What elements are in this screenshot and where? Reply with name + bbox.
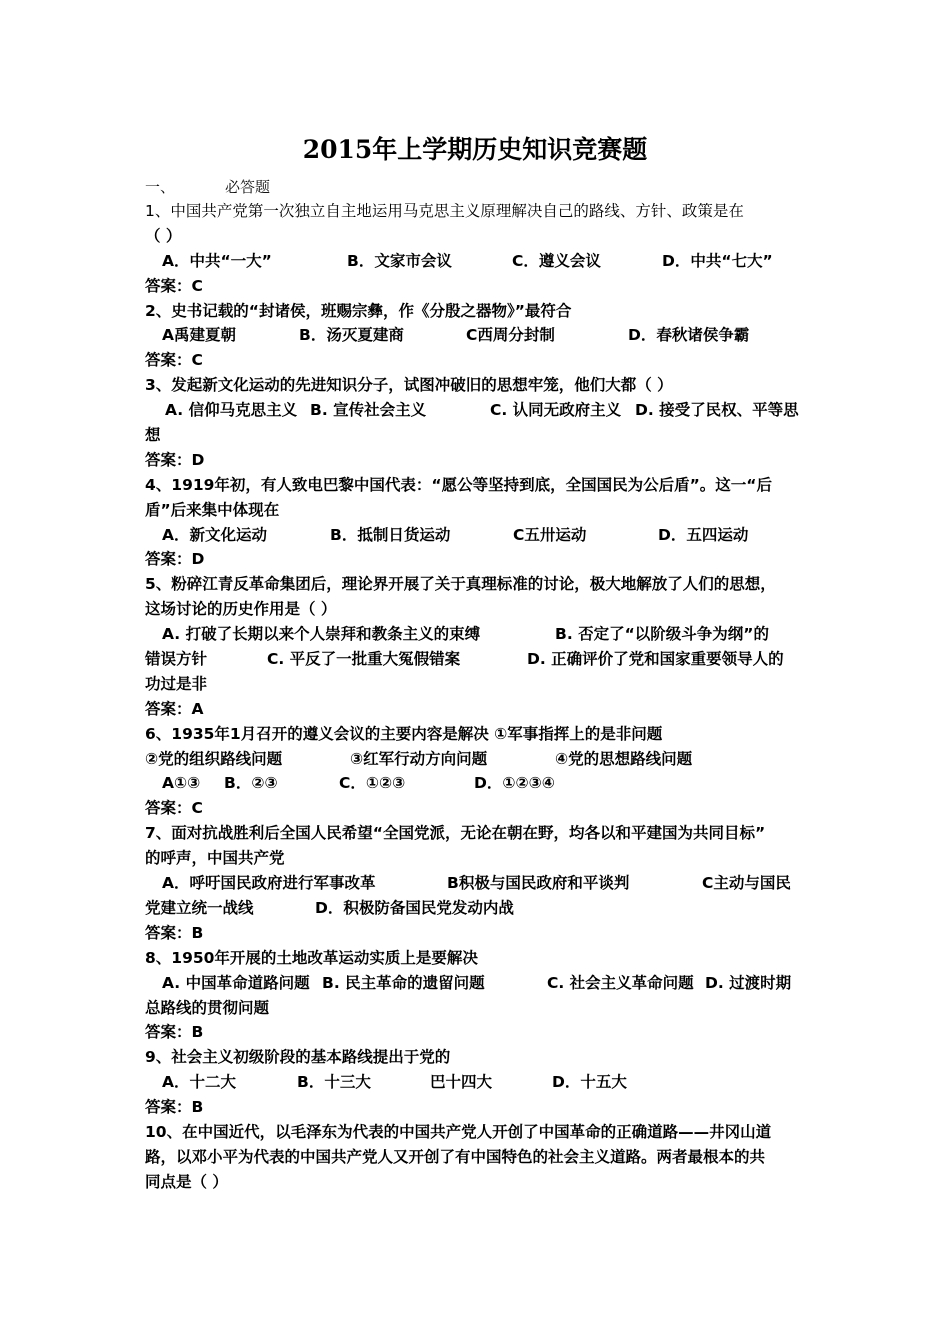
page-title: 2015年上学期历史知识竞赛题 [302, 135, 648, 164]
section-heading [145, 176, 270, 198]
answer-line: 答案：B [145, 1098, 204, 1117]
option-text: C西周分封制 [466, 326, 555, 345]
option-text: A．呼吁国民政府进行军事改革 [162, 874, 376, 893]
text-line: 盾”后来集中体现在 [145, 500, 280, 519]
option-text: ③红军行动方向问题 [350, 749, 488, 768]
answer-line: 答案：C [145, 351, 203, 370]
option-text: B．汤灭夏建商 [299, 326, 404, 345]
option-text: D．中共“七大” [662, 251, 773, 270]
option-line [145, 771, 810, 796]
option-text: C．遵义会议 [512, 251, 601, 270]
section-number: 一、 [145, 178, 176, 196]
option-line [145, 249, 810, 274]
answer-line: 答案：B [145, 1023, 204, 1042]
option-line [145, 323, 810, 348]
option-text: A①③ [162, 774, 201, 793]
option-line [145, 896, 810, 921]
option-text: C. 平反了一批重大冤假错案 [267, 650, 461, 669]
option-text: A．十二大 [162, 1073, 236, 1092]
option-text: C. 社会主义革命问题 [547, 973, 694, 992]
option-line [145, 622, 810, 647]
option-text: D．十五大 [552, 1073, 627, 1092]
answer-line: 答案：A [145, 699, 204, 718]
text-line: 3、发起新文化运动的先进知识分子，试图冲破旧的思想牢笼，他们大都（ ） [145, 376, 673, 395]
text-line: 4、1919年初，有人致电巴黎中国代表：“愿公等坚持到底，全国国民为公后盾”。这一“后 [145, 475, 772, 494]
answer-line: 答案：D [145, 450, 205, 469]
text-line: 这场讨论的历史作用是（ ） [145, 600, 337, 619]
option-text: D. 接受了民权、平等思 [635, 401, 799, 420]
option-line [145, 523, 810, 548]
option-text: C五卅运动 [513, 525, 587, 544]
text-line: 5、粉碎江青反革命集团后，理论界开展了关于真理标准的讨论，极大地解放了人们的思想， [145, 575, 776, 594]
text-line: 同点是（ ） [145, 1172, 228, 1191]
text-line: 7、面对抗战胜利后全国人民希望“全国党派，无论在朝在野，均各以和平建国为共同目标” [145, 824, 766, 843]
text-line: 8、1950年开展的土地改革运动实质上是要解决 [145, 948, 478, 967]
option-text: A．中共“一大” [162, 251, 272, 270]
option-text: D．春秋诸侯争霸 [628, 326, 750, 345]
text-line: 6、1935年1月召开的遵义会议的主要内容是解决 ①军事指挥上的是非问题 [145, 724, 663, 743]
answer-line: 答案：D [145, 550, 205, 569]
option-text: 党建立统一战线 [145, 898, 254, 917]
option-text: A禹建夏朝 [162, 326, 236, 345]
text-line: 10、在中国近代，以毛泽东为代表的中国共产党人开创了中国革命的正确道路——井冈山道 [145, 1122, 772, 1141]
section-label: 必答题 [225, 178, 271, 196]
option-text: B．文家市会议 [347, 251, 452, 270]
option-text: C. 认同无政府主义 [490, 401, 622, 420]
option-text: B. 民主革命的遗留问题 [322, 973, 485, 992]
text-line: 9、社会主义初级阶段的基本路线提出于党的 [145, 1048, 451, 1067]
text-line: 总路线的贯彻问题 [145, 998, 270, 1017]
option-text: B．②③ [224, 774, 278, 793]
option-text: B积极与国民政府和平谈判 [447, 874, 630, 893]
answer-line: 答案：C [145, 799, 203, 818]
option-text: D．积极防备国民党发动内战 [315, 898, 514, 917]
answer-line: 答案：B [145, 923, 204, 942]
option-text: B. 否定了“以阶级斗争为纲”的 [555, 625, 769, 644]
option-text: D．五四运动 [658, 525, 749, 544]
option-text: D. 过渡时期 [705, 973, 792, 992]
question-list [145, 199, 810, 1195]
option-line [145, 1070, 810, 1095]
text-line: 2、史书记载的“封诸侯，班赐宗彝，作《分殷之器物》”最符合 [145, 301, 572, 320]
text-line: （ ） [145, 226, 182, 245]
option-line [145, 647, 810, 672]
text-line: 功过是非 [145, 674, 208, 693]
option-line [145, 747, 810, 772]
option-line [145, 398, 810, 423]
option-line [145, 971, 810, 996]
option-text: ②党的组织路线问题 [145, 749, 283, 768]
option-text: A. 中国革命道路问题 [162, 973, 310, 992]
option-text: B．十三大 [297, 1073, 371, 1092]
option-text: B．抵制日货运动 [330, 525, 451, 544]
option-text: D. 正确评价了党和国家重要领导人的 [527, 650, 784, 669]
text-line: 1、中国共产党第一次独立自主地运用马克思主义原理解决自己的路线、方针、政策是在 [145, 202, 744, 220]
option-text: A．新文化运动 [162, 525, 267, 544]
text-line: 想 [145, 426, 161, 445]
option-text: D．①②③④ [474, 774, 555, 793]
option-line [145, 871, 810, 896]
option-text: C．①②③ [339, 774, 406, 793]
text-line: 路，以邓小平为代表的中国共产党人又开创了有中国特色的社会主义道路。两者最根本的共 [145, 1147, 766, 1166]
option-text: ④党的思想路线问题 [555, 749, 693, 768]
text-line: 的呼声，中国共产党 [145, 849, 285, 868]
option-text: C主动与国民 [702, 874, 791, 893]
option-text: B. 宣传社会主义 [310, 401, 427, 420]
option-text: 错误方针 [145, 650, 208, 669]
option-text: 巴十四大 [430, 1073, 493, 1092]
option-text: A. 信仰马克思主义 [165, 401, 298, 420]
answer-line: 答案：C [145, 276, 203, 295]
option-text: A. 打破了长期以来个人崇拜和教条主义的束缚 [162, 625, 481, 644]
